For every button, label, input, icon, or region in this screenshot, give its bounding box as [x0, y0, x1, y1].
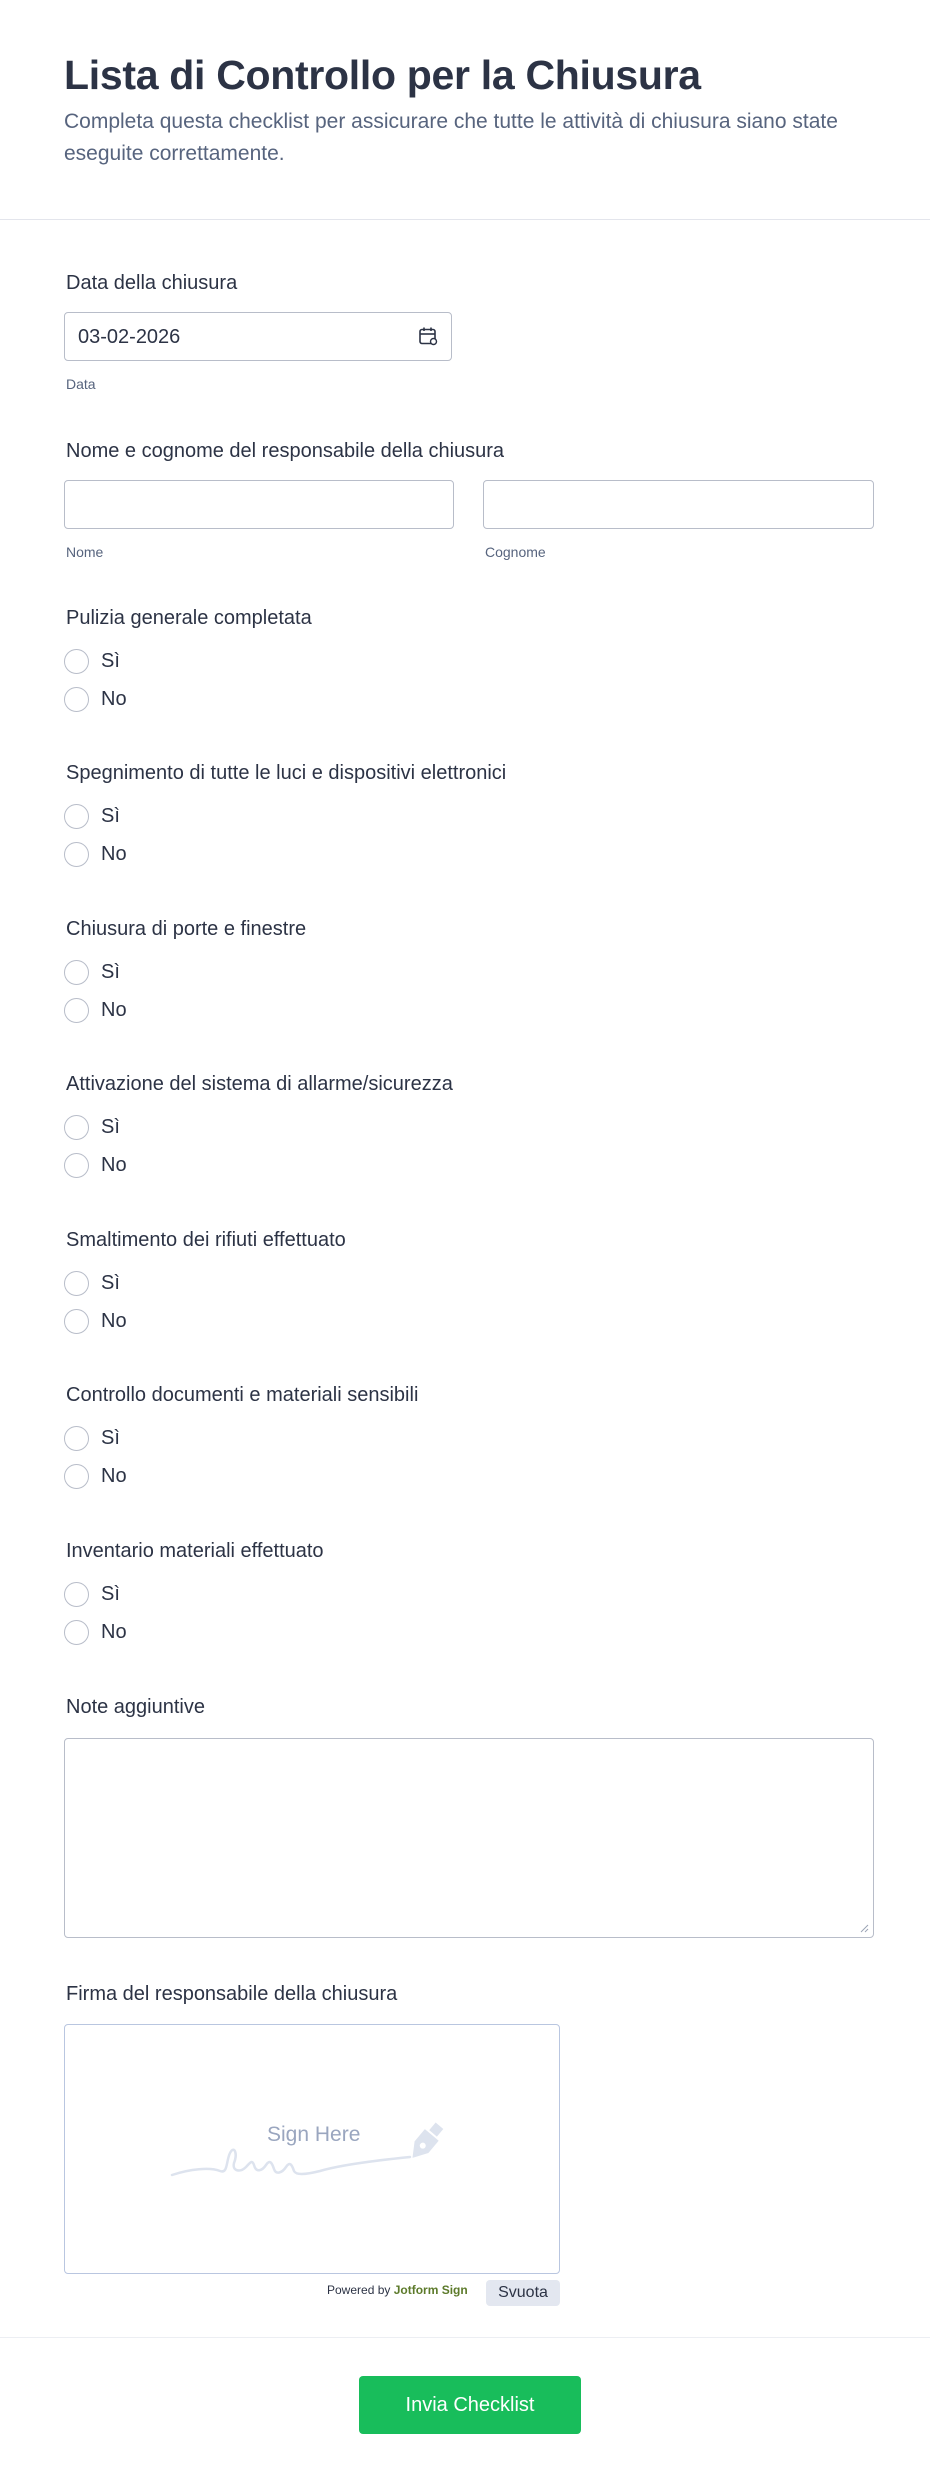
- radio-button[interactable]: [64, 1115, 89, 1140]
- date-input[interactable]: [64, 312, 452, 361]
- radio-button[interactable]: [64, 842, 89, 867]
- radio-label: Sì: [101, 1426, 120, 1449]
- calendar-icon[interactable]: [418, 326, 438, 346]
- first-name-input[interactable]: [64, 480, 454, 529]
- form-header: [0, 0, 930, 220]
- footer-divider: [0, 2337, 930, 2338]
- radio-label: No: [101, 842, 127, 865]
- radio-button[interactable]: [64, 1309, 89, 1334]
- radio-button[interactable]: [64, 1582, 89, 1607]
- date-label: Data della chiusura: [66, 272, 238, 294]
- radio-option-yes[interactable]: [64, 648, 120, 674]
- radio-button[interactable]: [64, 687, 89, 712]
- radio-button[interactable]: [64, 1153, 89, 1178]
- radio-label: Sì: [101, 1115, 120, 1138]
- radio-label: No: [101, 998, 127, 1021]
- radio-label: No: [101, 1464, 127, 1487]
- radio-option-no[interactable]: [64, 997, 127, 1023]
- notes-textarea[interactable]: [64, 1738, 874, 1938]
- form-subtitle: Completa questa checklist per assicurare che tutte le attività di chiusura siano state eseguite correttamente.: [64, 110, 838, 165]
- radio-option-no[interactable]: [64, 1619, 127, 1645]
- radio-option-yes[interactable]: [64, 1270, 120, 1296]
- question-label: Attivazione del sistema di allarme/sicurezza: [66, 1073, 453, 1095]
- radio-label: No: [101, 1309, 127, 1332]
- radio-label: Sì: [101, 649, 120, 672]
- radio-label: Sì: [101, 804, 120, 827]
- date-sublabel: Data: [66, 376, 96, 392]
- question-label: Chiusura di porte e finestre: [66, 918, 307, 940]
- question-label: Spegnimento di tutte le luci e dispositivi elettronici: [66, 762, 507, 784]
- radio-option-yes[interactable]: [64, 1425, 120, 1451]
- question-label: Inventario materiali effettuato: [66, 1540, 324, 1562]
- radio-option-yes[interactable]: [64, 803, 120, 829]
- last-name-input[interactable]: [483, 480, 874, 529]
- signature-pad[interactable]: [64, 2024, 560, 2274]
- name-label: Nome e cognome del responsabile della chiusura: [66, 440, 505, 462]
- radio-label: Sì: [101, 1271, 120, 1294]
- resize-grip-icon[interactable]: [859, 1923, 869, 1933]
- radio-button[interactable]: [64, 1464, 89, 1489]
- radio-option-no[interactable]: [64, 1152, 127, 1178]
- radio-option-no[interactable]: [64, 1308, 127, 1334]
- signature-label: Firma del responsabile della chiusura: [66, 1983, 398, 2005]
- radio-option-no[interactable]: [64, 686, 127, 712]
- question-label: Smaltimento dei rifiuti effettuato: [66, 1229, 346, 1251]
- notes-label: Note aggiuntive: [66, 1696, 205, 1718]
- question-label: Controllo documenti e materiali sensibili: [66, 1384, 419, 1406]
- radio-label: No: [101, 687, 127, 710]
- radio-option-yes[interactable]: [64, 1581, 120, 1607]
- clear-signature-button[interactable]: Svuota: [486, 2280, 560, 2306]
- first-name-sublabel: Nome: [66, 544, 104, 560]
- powered-by-text: [327, 2283, 468, 2297]
- radio-button[interactable]: [64, 804, 89, 829]
- radio-option-yes[interactable]: [64, 1114, 120, 1140]
- jotform-sign-brand[interactable]: Jotform Sign: [393, 2283, 468, 2297]
- radio-button[interactable]: [64, 1426, 89, 1451]
- radio-label: Sì: [101, 1582, 120, 1605]
- radio-label: No: [101, 1153, 127, 1176]
- radio-button[interactable]: [64, 960, 89, 985]
- last-name-sublabel: Cognome: [485, 544, 546, 560]
- powered-by-label: Powered by: [327, 2283, 391, 2297]
- submit-button[interactable]: Invia Checklist: [359, 2376, 581, 2434]
- radio-option-yes[interactable]: [64, 959, 120, 985]
- radio-button[interactable]: [64, 649, 89, 674]
- radio-option-no[interactable]: [64, 841, 127, 867]
- sign-here-placeholder: Sign Here: [267, 2123, 361, 2146]
- radio-option-no[interactable]: [64, 1463, 127, 1489]
- radio-button[interactable]: [64, 1271, 89, 1296]
- form-title: Lista di Controllo per la Chiusura: [64, 52, 701, 98]
- radio-label: No: [101, 1620, 127, 1643]
- radio-button[interactable]: [64, 1620, 89, 1645]
- radio-button[interactable]: [64, 998, 89, 1023]
- radio-label: Sì: [101, 960, 120, 983]
- date-value: 03-02-2026: [78, 326, 181, 348]
- question-label: Pulizia generale completata: [66, 607, 312, 629]
